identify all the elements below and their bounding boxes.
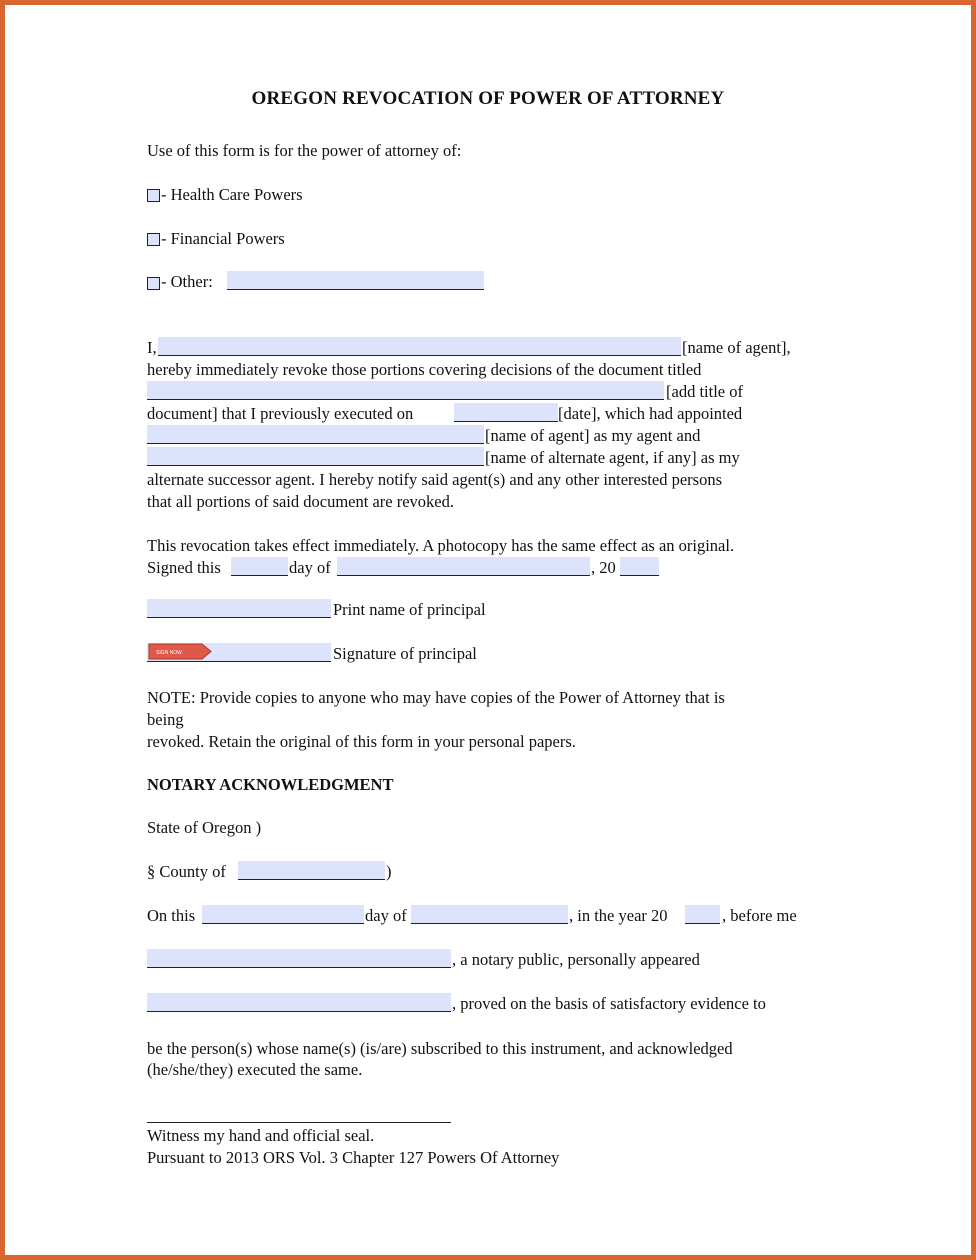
signed-year-field[interactable] (620, 557, 659, 576)
county-label: § County of (147, 862, 226, 881)
note-line-1: NOTE: Provide copies to anyone who may have copies of the Power of Attorney that is (147, 688, 725, 707)
signature-label: Signature of principal (333, 644, 477, 663)
other-label: - Other: (161, 272, 213, 291)
health-care-label: - Health Care Powers (161, 185, 303, 204)
financial-label: - Financial Powers (161, 229, 285, 248)
county-field[interactable] (238, 861, 385, 880)
notary-month-field[interactable] (411, 905, 568, 924)
county-suffix: ) (386, 862, 392, 881)
body-line-4-suffix: [date], which had appointed (558, 404, 743, 423)
notary-year-field[interactable] (685, 905, 720, 924)
intro-text: Use of this form is for the power of attorney of: (147, 141, 462, 160)
signed-day-of-label: day of (289, 558, 331, 577)
body-line-6-suffix: [name of alternate agent, if any] as my (485, 448, 740, 467)
body-line-7: alternate successor agent. I hereby notify said agent(s) and any other interested persons (147, 470, 722, 489)
signed-month-field[interactable] (337, 557, 590, 576)
document-title: OREGON REVOCATION OF POWER OF ATTORNEY (251, 88, 725, 109)
notary-day-of-label: day of (365, 906, 407, 925)
alternate-agent-field[interactable] (147, 447, 484, 466)
before-me-label: , before me (722, 906, 797, 925)
note-line-2: being (147, 710, 184, 729)
notary-public-name-field[interactable] (147, 949, 451, 968)
appeared-person-field[interactable] (147, 993, 451, 1012)
print-name-field[interactable] (147, 599, 331, 618)
note-line-3: revoked. Retain the original of this form in your personal papers. (147, 732, 576, 751)
proved-label: , proved on the basis of satisfactory evidence to (452, 994, 766, 1013)
body-line-3-suffix: [add title of (666, 382, 743, 401)
body-line-2: hereby immediately revoke those portions covering decisions of the document titled (147, 360, 702, 379)
be-person-line-2: (he/she/they) executed the same. (147, 1060, 363, 1079)
state-label: State of Oregon ) (147, 818, 262, 837)
signed-this-label: Signed this (147, 558, 221, 577)
notary-heading: NOTARY ACKNOWLEDGMENT (147, 775, 394, 794)
signed-year-prefix: , 20 (591, 558, 616, 577)
sign-now-button[interactable] (148, 643, 212, 660)
be-person-line-1: be the person(s) whose name(s) (is/are) subscribed to this instrument, and acknowledged (147, 1039, 733, 1058)
body-line-1-prefix: I, (147, 338, 157, 357)
body-line-5-suffix: [name of agent] as my agent and (485, 426, 701, 445)
other-field[interactable] (227, 271, 484, 290)
notary-signature-line (147, 1122, 451, 1123)
sign-now-text: SIGN NOW (156, 650, 182, 656)
on-this-label: On this (147, 906, 196, 925)
body-line-8: that all portions of said document are revoked. (147, 492, 454, 511)
signed-day-field[interactable] (231, 557, 288, 576)
notary-public-label: , a notary public, personally appeared (452, 950, 700, 969)
body-line-4-prefix: document] that I previously executed on (147, 404, 414, 423)
notary-day-field[interactable] (202, 905, 364, 924)
other-checkbox[interactable] (147, 277, 160, 290)
witness-text: Witness my hand and official seal. (147, 1126, 375, 1145)
effect-text: This revocation takes effect immediately. A photocopy has the same effect as an original. (147, 536, 735, 555)
executed-date-field[interactable] (454, 403, 558, 422)
print-name-label: Print name of principal (333, 600, 486, 619)
pursuant-text: Pursuant to 2013 ORS Vol. 3 Chapter 127 Powers Of Attorney (147, 1148, 560, 1167)
principal-name-field[interactable] (158, 337, 681, 356)
health-care-checkbox[interactable] (147, 189, 160, 202)
agent-name-field[interactable] (147, 425, 484, 444)
body-line-1-suffix: [name of agent], (682, 338, 791, 357)
notary-year-label: , in the year 20 (569, 906, 668, 925)
financial-checkbox[interactable] (147, 233, 160, 246)
document-title-field[interactable] (147, 381, 664, 400)
